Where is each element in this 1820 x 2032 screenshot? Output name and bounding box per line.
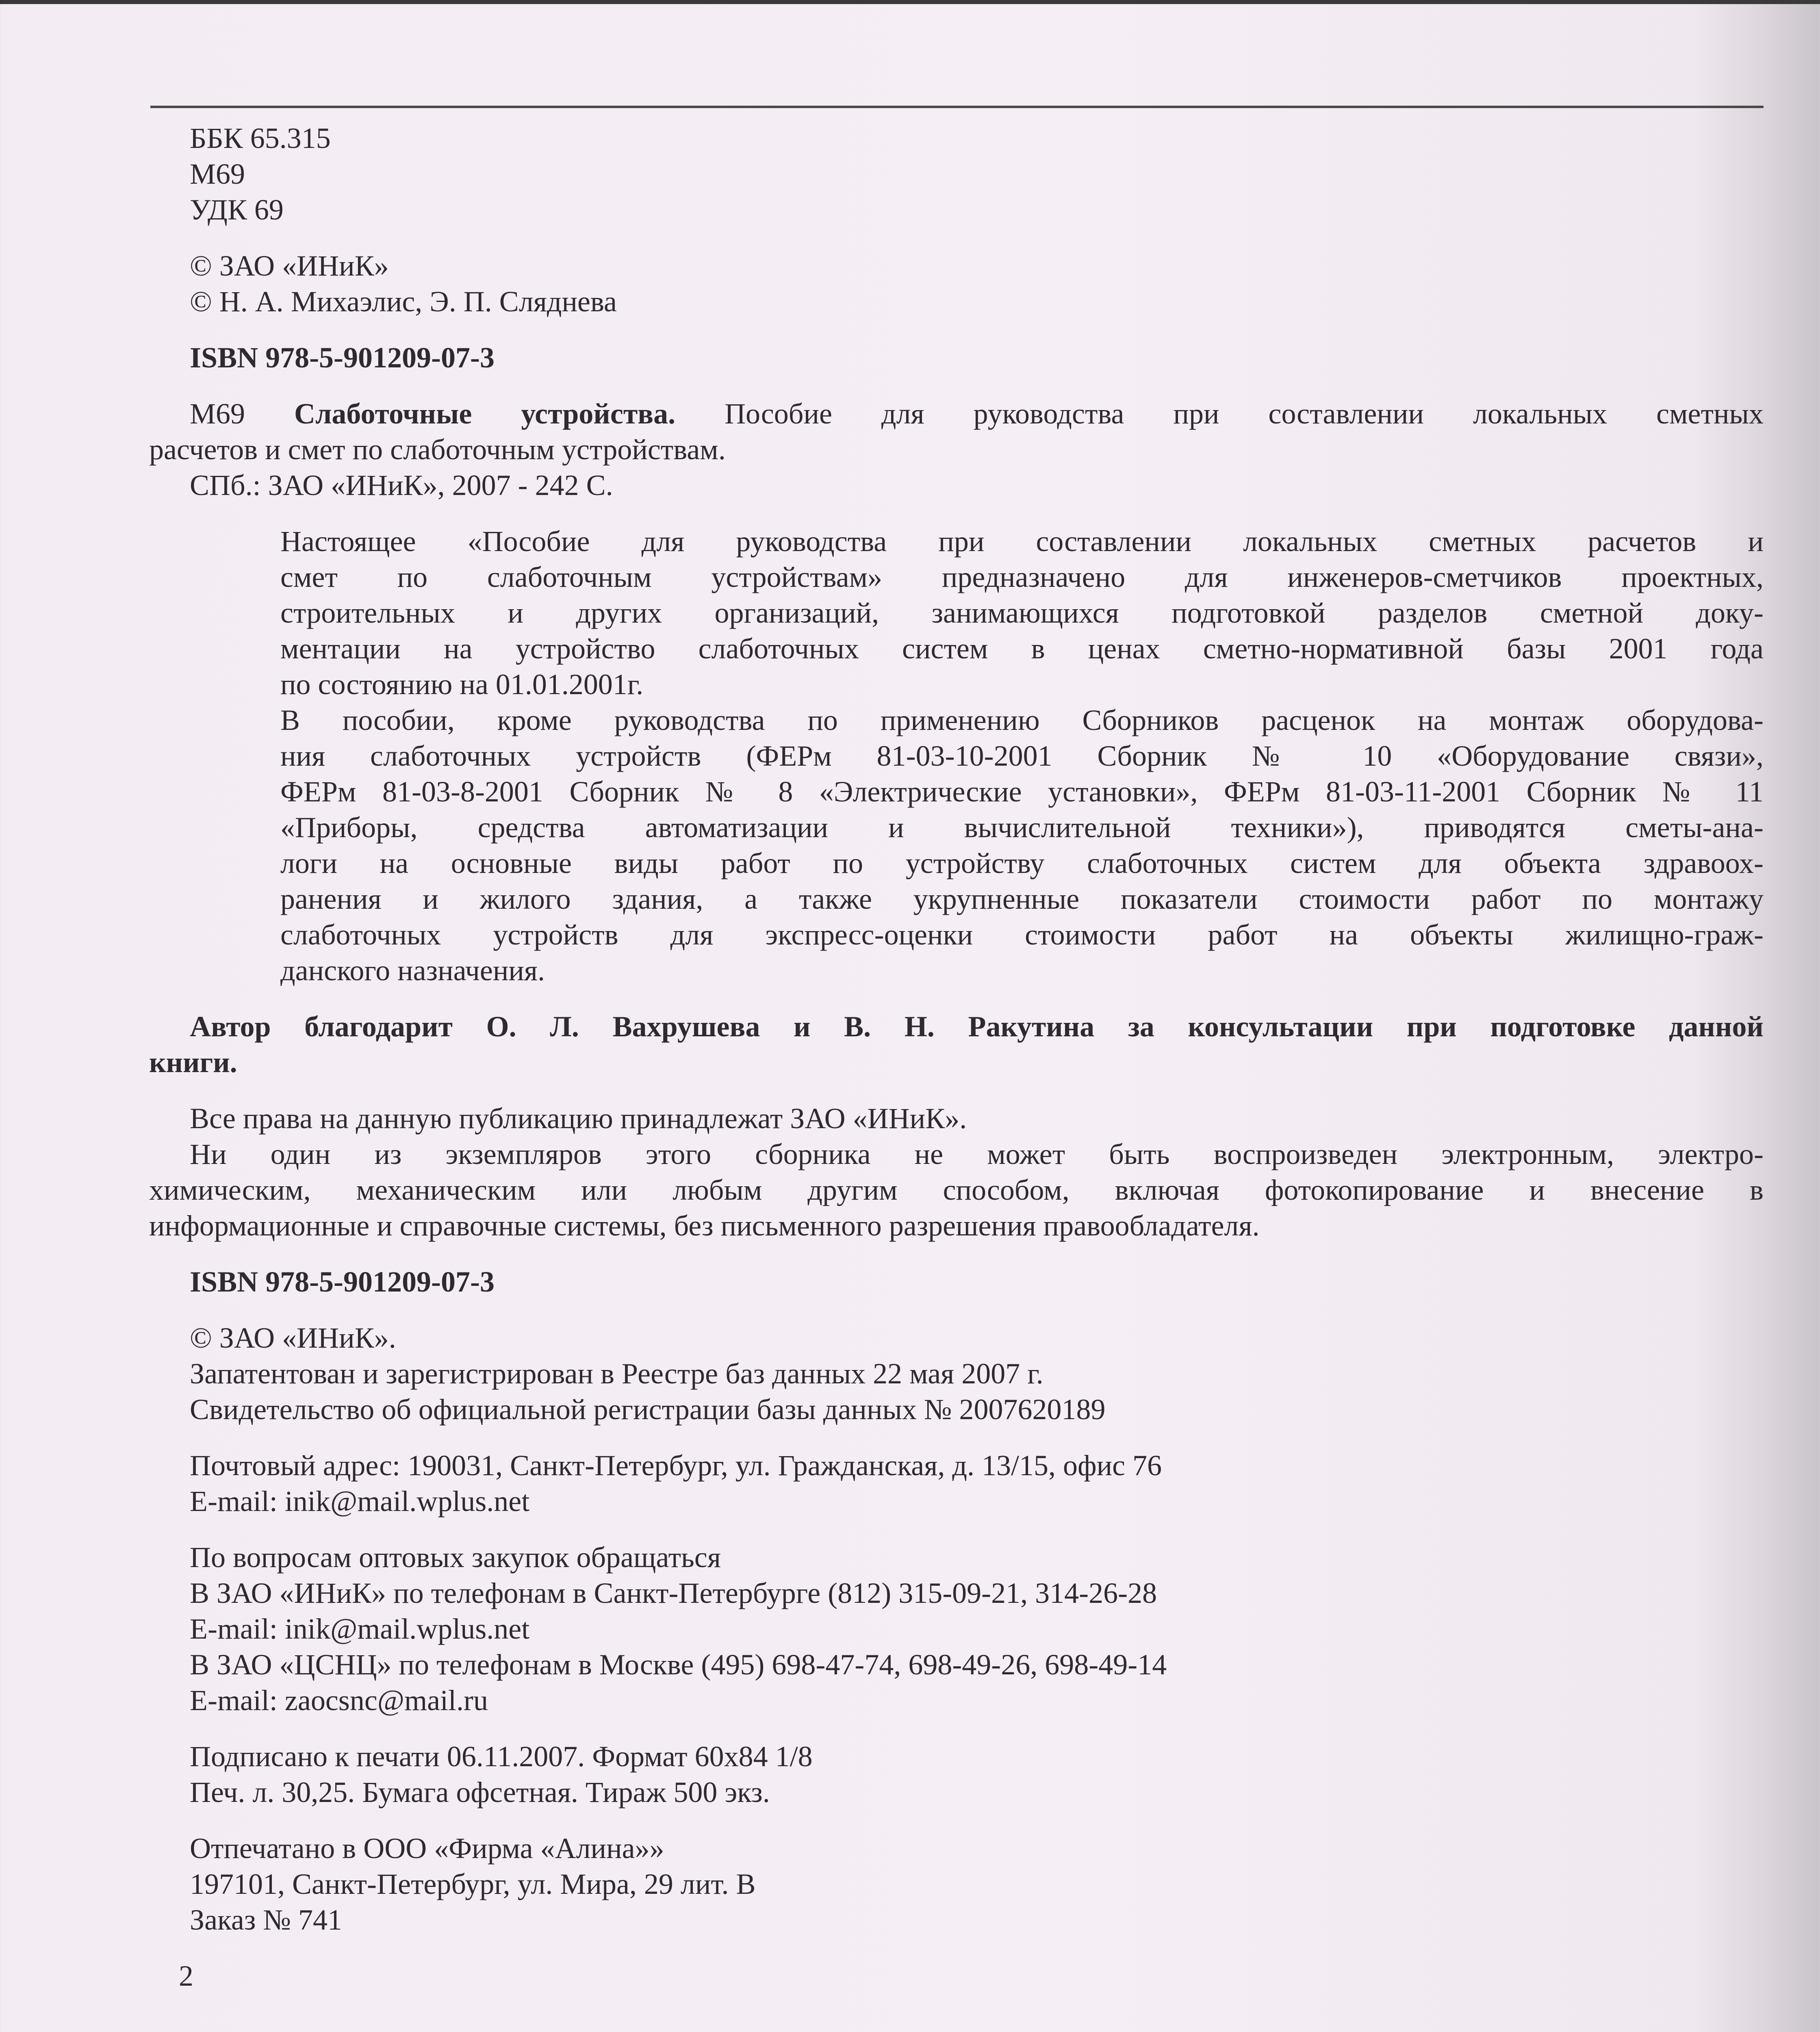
rights-line: Ни один из экземпляров этого сборника не может быть воспроизведен электронным, электро- xyxy=(190,1138,1764,1170)
printer-line: 197101, Санкт-Петербург, ул. Мира, 29 лит. В xyxy=(190,1868,756,1900)
registration-line: Запатентован и зарегистрирован в Реестре баз данных 22 мая 2007 г. xyxy=(190,1357,1043,1390)
bib-description: Пособие для руководства при составлении локальных сметных xyxy=(725,397,1764,430)
abstract-line: Настоящее «Пособие для руководства при составлении локальных сметных расчетов и xyxy=(280,525,1764,558)
abstract-line: ния слаботочных устройств (ФЕРм 81-03-10-2001 Сборник № 10 «Оборудование связи», xyxy=(280,740,1764,772)
scan-top-edge xyxy=(0,0,1820,4)
print-info xyxy=(190,1739,1764,1810)
registration-info xyxy=(190,1320,1764,1427)
print-info-line: Печ. л. 30,25. Бумага офсетная. Тираж 500 экз. xyxy=(190,1776,770,1808)
acknowledgement xyxy=(149,1009,1764,1080)
print-info-line: Подписано к печати 06.11.2007. Формат 60x84 1/8 xyxy=(190,1740,813,1773)
abstract-line: ФЕРм 81-03-8-2001 Сборник № 8 «Электрические установки», ФЕРм 81-03-11-2001 Сборник № 11 xyxy=(280,775,1764,808)
printer-line: Заказ № 741 xyxy=(190,1904,343,1936)
rights-notice xyxy=(149,1101,1764,1244)
bib-code: М69 xyxy=(190,397,245,430)
abstract-line: В пособии, кроме руководства по применению Сборников расценок на монтаж оборудова- xyxy=(280,704,1764,736)
rights-line: химическим, механическим или любым другим способом, включая фотокопирование и внесение в xyxy=(149,1174,1764,1206)
rights-line: информационные и справочные системы, без письменного разрешения правообладателя. xyxy=(149,1209,1260,1242)
wholesale-contacts xyxy=(190,1539,1764,1718)
copyright-publisher: © ЗАО «ИНиК» xyxy=(190,250,389,282)
wholesale-line: В ЗАО «ИНиК» по телефонам в Санкт-Петербурге (812) 315-09-21, 314-26-28 xyxy=(190,1577,1157,1609)
wholesale-line: По вопросам оптовых закупок обращаться xyxy=(190,1541,721,1574)
printer-line: Отпечатано в ООО «Фирма «Алина»» xyxy=(190,1832,664,1865)
bib-line-2: расчетов и смет по слаботочным устройствам. xyxy=(149,433,726,466)
bibliographic-entry xyxy=(149,396,1764,503)
bib-line-1 xyxy=(190,396,1764,432)
bib-title: Слаботочные устройства. xyxy=(294,397,676,430)
abstract-line: ментации на устройство слаботочных систем в ценах сметно-нормативной базы 2001 года xyxy=(280,632,1764,665)
copyright-top xyxy=(190,248,1764,319)
postal-line: Почтовый адрес: 190031, Санкт-Петербург, ул. Гражданская, д. 13/15, офис 76 xyxy=(190,1449,1162,1482)
acknowledgement-line: Автор благодарит О. Л. Вахрушева и В. Н. Ракутина за консультации при подготовке данной xyxy=(190,1010,1764,1043)
abstract xyxy=(280,523,1764,988)
postal-address xyxy=(190,1448,1764,1519)
isbn-top: ISBN 978-5-901209-07-3 xyxy=(190,341,495,374)
rights-line: Все права на данную публикацию принадлежат ЗАО «ИНиК». xyxy=(190,1102,967,1135)
wholesale-email: E-mail: inik@mail.wplus.net xyxy=(190,1613,530,1645)
abstract-line: слаботочных устройств для экспресс-оценки стоимости работ на объекты жилищно-граж- xyxy=(280,918,1764,951)
registration-line: © ЗАО «ИНиК». xyxy=(190,1322,396,1354)
abstract-line: «Приборы, средства автоматизации и вычислительной техники»), приводятся сметы-ана- xyxy=(280,811,1764,844)
author-mark: М69 xyxy=(190,158,245,190)
registration-line: Свидетельство об официальной регистрации базы данных № 2007620189 xyxy=(190,1393,1106,1426)
postal-email: E-mail: inik@mail.wplus.net xyxy=(190,1485,530,1517)
wholesale-email: E-mail: zaocsnc@mail.ru xyxy=(190,1684,488,1717)
abstract-line: смет по слаботочным устройствам» предназначено для инженеров-сметчиков проектных, xyxy=(280,561,1764,593)
copyright-authors: © Н. А. Михаэлис, Э. П. Сляднева xyxy=(190,285,617,318)
abstract-line: логи на основные виды работ по устройству слаботочных систем для объекта здравоох- xyxy=(280,847,1764,879)
isbn-bottom: ISBN 978-5-901209-07-3 xyxy=(190,1266,495,1298)
abstract-line: по состоянию на 01.01.2001г. xyxy=(280,668,644,701)
acknowledgement-line: книги. xyxy=(149,1046,237,1079)
abstract-line: данского назначения. xyxy=(280,954,545,987)
wholesale-line: В ЗАО «ЦСНЦ» по телефонам в Москве (495) 698-47-74, 698-49-26, 698-49-14 xyxy=(190,1648,1167,1681)
printer-info xyxy=(190,1830,1764,1938)
bbk-code: ББК 65.315 xyxy=(190,122,331,154)
page-number: 2 xyxy=(179,1960,193,1992)
abstract-line: строительных и других организаций, занимающихся подготовкой разделов сметной доку- xyxy=(280,597,1764,629)
abstract-line: ранения и жилого здания, а также укрупненные показатели стоимости работ по монтажу xyxy=(280,883,1764,915)
bib-publisher: СПб.: ЗАО «ИНиК», 2007 - 242 С. xyxy=(190,469,613,501)
page-content xyxy=(0,108,1820,2010)
classification-codes xyxy=(190,120,1764,228)
udk-code: УДК 69 xyxy=(190,193,284,226)
